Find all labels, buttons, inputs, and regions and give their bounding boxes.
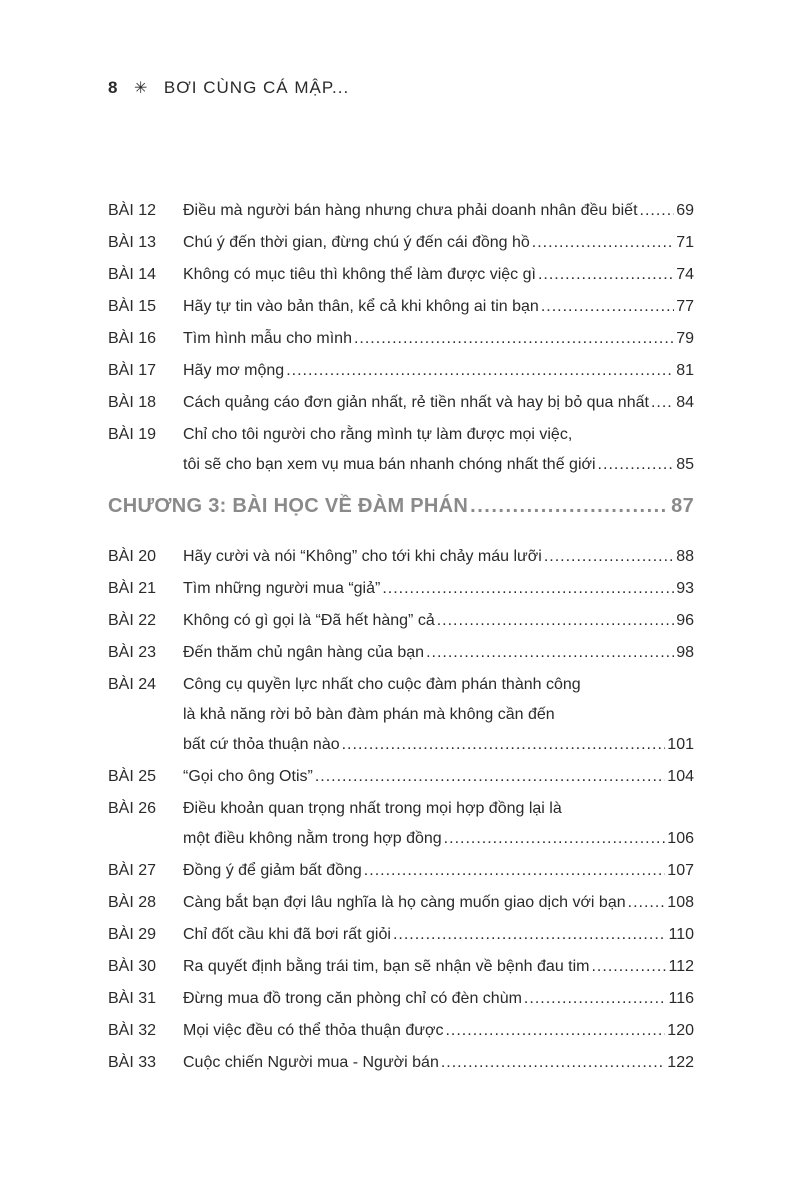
lesson-title-line: Cách quảng cáo đơn giản nhất, rẻ tiền nhất và hay bị bỏ qua nhất [183,394,649,411]
lesson-page-number: 84 [676,394,694,411]
lesson-page-number: 71 [676,234,694,251]
lesson-number: BÀI 31 [108,990,157,1007]
lesson-title-block [183,574,694,604]
toc-entry[interactable] [108,762,694,792]
lesson-title-block [183,1048,694,1078]
chapter-page-number: 87 [671,495,694,517]
lesson-title-line: Hãy tự tin vào bản thân, kể cả khi không ai tin bạn [183,298,539,315]
lesson-page-number: 74 [676,266,694,283]
dot-leader [441,1048,665,1078]
lesson-title-line: Ra quyết định bằng trái tim, bạn sẽ nhận về bệnh đau tim [183,958,590,975]
lesson-title-line: bất cứ thỏa thuận nào [183,736,340,753]
toc-section-lessons-20-33 [108,542,694,1078]
lesson-number: BÀI 22 [108,612,157,629]
lesson-page-number: 106 [667,830,694,847]
dot-leader [364,856,666,886]
lesson-title-block [183,196,694,226]
toc-entry[interactable] [108,228,694,258]
lesson-number: BÀI 33 [108,1054,157,1071]
lesson-title-last-line [183,196,694,226]
toc-entry[interactable] [108,920,694,950]
lesson-number: BÀI 15 [108,298,157,315]
dot-leader [437,606,674,636]
toc-entry[interactable] [108,420,694,480]
toc-entry[interactable] [108,984,694,1014]
lesson-title-last-line [183,762,694,792]
lesson-number: BÀI 20 [108,548,157,565]
lesson-title-block [183,638,694,668]
lesson-page-number: 93 [676,580,694,597]
dot-leader [470,490,669,522]
lesson-title-line: Đến thăm chủ ngân hàng của bạn [183,644,425,661]
toc-entry[interactable] [108,1016,694,1046]
toc-entry[interactable] [108,1048,694,1078]
lesson-title-last-line [183,574,694,604]
lesson-title-line: Chú ý đến thời gian, đừng chú ý đến cái đồng hồ [183,234,530,251]
lesson-title-block [183,856,694,886]
book-title: BƠI CÙNG CÁ MẬP... [163,78,350,97]
lesson-title-block [183,388,694,418]
lesson-number: BÀI 16 [108,330,157,347]
lesson-title-block [183,888,694,918]
dot-leader [628,888,666,918]
lesson-title-line: Không có mục tiêu thì không thể làm được việc gì [183,266,536,283]
lesson-number: BÀI 24 [108,676,157,693]
lesson-page-number: 79 [676,330,694,347]
lesson-title-block [183,420,694,480]
toc-entry[interactable] [108,196,694,226]
lesson-title-last-line [183,606,694,636]
lesson-title-line: Hãy mơ mộng [183,362,285,379]
lesson-title-line: là khả năng rời bỏ bàn đàm phán mà không cần đến [183,706,555,723]
toc-entry[interactable] [108,888,694,918]
lesson-title-last-line [183,356,694,386]
dot-leader [393,920,667,950]
lesson-title-line: Đừng mua đồ trong căn phòng chỉ có đèn chùm [183,990,522,1007]
toc-entry[interactable] [108,670,694,760]
lesson-page-number: 107 [667,862,694,879]
lesson-number: BÀI 27 [108,862,157,879]
dot-leader [382,574,674,604]
lesson-title-line: Mọi việc đều có thể thỏa thuận được [183,1022,444,1039]
lesson-title-line: Càng bắt bạn đợi lâu nghĩa là họ càng muốn giao dịch với bạn [183,894,626,911]
dot-leader [640,196,675,226]
lesson-page-number: 69 [676,202,694,219]
lesson-title-block [183,228,694,258]
toc-entry[interactable] [108,542,694,572]
lesson-title-block [183,606,694,636]
toc-entry[interactable] [108,324,694,354]
dot-leader [445,1016,665,1046]
lesson-page-number: 77 [676,298,694,315]
lesson-page-number: 112 [668,958,694,975]
lesson-title-last-line [183,888,694,918]
chapter-title: CHƯƠNG 3: BÀI HỌC VỀ ĐÀM PHÁN [108,495,469,517]
lesson-number: BÀI 18 [108,394,157,411]
toc-entry[interactable] [108,606,694,636]
lesson-page-number: 110 [668,926,694,943]
lesson-number: BÀI 30 [108,958,157,975]
dot-leader [524,984,667,1014]
toc-section-lessons-12-19 [108,196,694,480]
toc-entry[interactable] [108,292,694,322]
dot-leader [426,638,674,668]
page-number: 8 [108,78,118,97]
toc-entry[interactable] [108,856,694,886]
running-header [108,78,349,98]
lesson-title-last-line [183,1016,694,1046]
lesson-page-number: 122 [667,1054,694,1071]
table-of-contents [108,196,694,1080]
lesson-title-line: Đồng ý để giảm bất đồng [183,862,362,879]
lesson-title-line: Điều khoản quan trọng nhất trong mọi hợp đồng lại là [183,800,562,817]
lesson-title-block [183,292,694,322]
lesson-number: BÀI 12 [108,202,157,219]
lesson-number: BÀI 17 [108,362,157,379]
lesson-page-number: 116 [668,990,694,1007]
lesson-title-block [183,762,694,792]
lesson-number: BÀI 25 [108,768,157,785]
dot-leader [354,324,674,354]
lesson-page-number: 101 [667,736,694,753]
dot-leader [342,730,666,760]
lesson-title-last-line [183,542,694,572]
lesson-title-last-line [183,824,694,854]
lesson-number: BÀI 32 [108,1022,157,1039]
lesson-title-last-line [183,292,694,322]
lesson-title-last-line [183,952,694,982]
lesson-page-number: 85 [676,456,694,473]
dot-leader [651,388,674,418]
lesson-title-line: Tìm những người mua “giả” [183,580,381,597]
lesson-page-number: 81 [676,362,694,379]
lesson-page-number: 96 [676,612,694,629]
lesson-title-last-line [183,920,694,950]
lesson-page-number: 104 [667,768,694,785]
lesson-title-line: Công cụ quyền lực nhất cho cuộc đàm phán thành công [183,676,581,693]
lesson-number: BÀI 23 [108,644,157,661]
lesson-title-block [183,542,694,572]
lesson-title-block [183,794,694,854]
dot-leader [315,762,665,792]
dot-leader [444,824,666,854]
lesson-number: BÀI 21 [108,580,157,597]
lesson-title-last-line [183,228,694,258]
lesson-title-last-line [183,1048,694,1078]
lesson-page-number: 98 [676,644,694,661]
lesson-title-line: Điều mà người bán hàng nhưng chưa phải doanh nhân đều biết [183,202,638,219]
lesson-title-last-line [183,984,694,1014]
chapter-heading[interactable] [108,490,694,522]
lesson-title-last-line [183,388,694,418]
toc-entry[interactable] [108,638,694,668]
lesson-title-last-line [183,324,694,354]
toc-entry[interactable] [108,388,694,418]
dot-leader [544,542,674,572]
lesson-title-block [183,1016,694,1046]
dot-leader [541,292,674,322]
lesson-number: BÀI 26 [108,800,157,817]
asterisk-separator-icon: ✳ [133,80,148,97]
lesson-title-block [183,260,694,290]
dot-leader [532,228,674,258]
dot-leader [598,450,675,480]
lesson-number: BÀI 29 [108,926,157,943]
lesson-title-line: tôi sẽ cho bạn xem vụ mua bán nhanh chóng nhất thế giới [183,456,596,473]
dot-leader [286,356,674,386]
lesson-title-line: Tìm hình mẫu cho mình [183,330,352,347]
lesson-title-block [183,920,694,950]
lesson-title-last-line [183,450,694,480]
dot-leader [538,260,674,290]
dot-leader [591,952,666,982]
lesson-title-line: Chỉ cho tôi người cho rằng mình tự làm được mọi việc, [183,426,573,443]
lesson-page-number: 120 [667,1022,694,1039]
lesson-title-block [183,356,694,386]
toc-entry[interactable] [108,952,694,982]
lesson-title-line: Hãy cười và nói “Không” cho tới khi chảy máu lưỡi [183,548,542,565]
lesson-number: BÀI 14 [108,266,157,283]
toc-entry[interactable] [108,794,694,854]
lesson-title-last-line [183,856,694,886]
lesson-title-line: “Gọi cho ông Otis” [183,768,313,785]
lesson-number: BÀI 13 [108,234,157,251]
toc-entry[interactable] [108,260,694,290]
lesson-page-number: 108 [667,894,694,911]
lesson-title-block [183,324,694,354]
lesson-title-last-line [183,260,694,290]
lesson-title-line: Không có gì gọi là “Đã hết hàng” cả [183,612,435,629]
lesson-number: BÀI 28 [108,894,157,911]
lesson-title-block [183,984,694,1014]
lesson-page-number: 88 [676,548,694,565]
toc-entry[interactable] [108,356,694,386]
lesson-number: BÀI 19 [108,426,157,443]
lesson-title-line: một điều không nằm trong hợp đồng [183,830,442,847]
toc-entry[interactable] [108,574,694,604]
lesson-title-line: Cuộc chiến Người mua - Người bán [183,1054,439,1071]
lesson-title-block [183,952,694,982]
lesson-title-last-line [183,638,694,668]
lesson-title-last-line [183,730,694,760]
lesson-title-block [183,670,694,760]
lesson-title-line: Chỉ đốt cầu khi đã bơi rất giỏi [183,926,391,943]
